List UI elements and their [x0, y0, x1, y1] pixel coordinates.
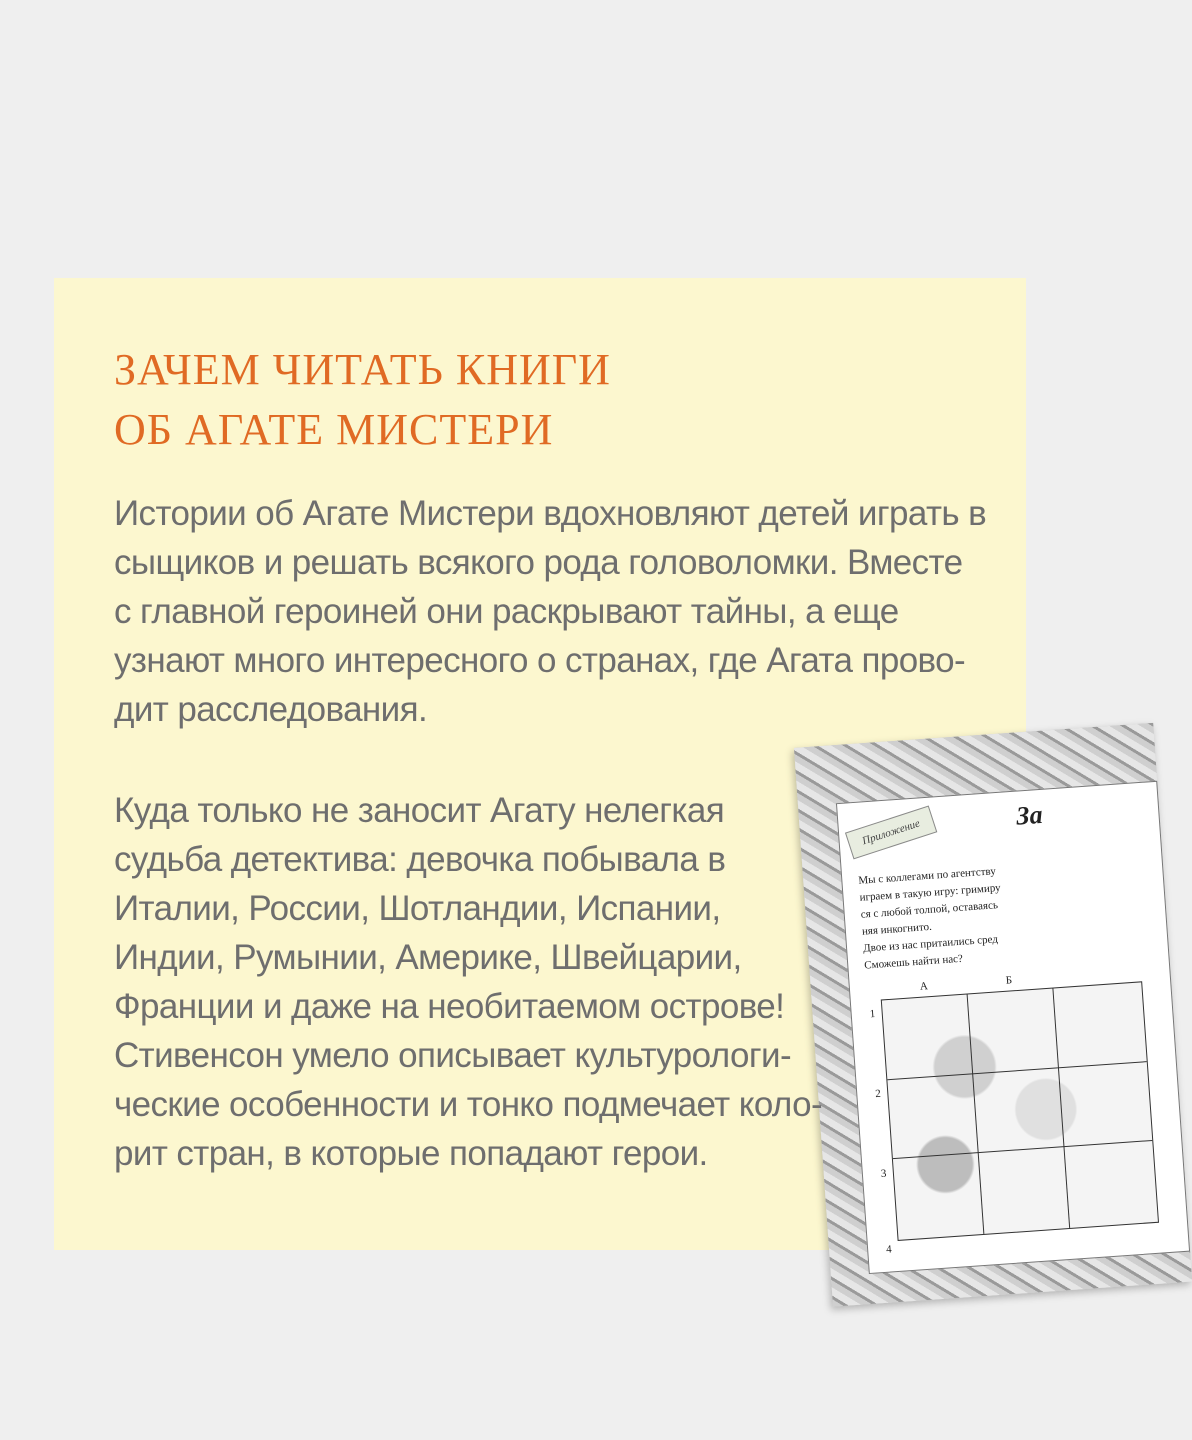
grid-row-label: 4 — [885, 1243, 893, 1256]
book-text-line: Сможешь найти нас? — [863, 952, 964, 972]
paragraph-line: судьба детектива: девочка побывала в — [114, 840, 726, 879]
paragraph-line: ческие особенности и тонко подмечает коло- — [114, 1085, 823, 1124]
paragraph-line: Индии, Румынии, Америке, Швейцарии, — [114, 938, 742, 977]
book-text-line: Мы с коллегами по агентству — [858, 865, 997, 887]
paragraph-line: дит расследования. — [114, 690, 428, 729]
grid-row-label: 1 — [869, 1007, 876, 1021]
paragraph-line: узнают много интересного о странах, где Агата прово- — [114, 641, 966, 680]
book-text-line: няя инкогнито. — [861, 920, 933, 938]
paragraph-countries — [114, 786, 822, 1178]
paragraph-line: с главной героиней они раскрывают тайны, а еще — [114, 592, 899, 631]
paragraph-line: Куда только не заносит Агату нелегкая — [114, 791, 725, 830]
grid-row-label: 3 — [880, 1167, 887, 1180]
paragraph-line: Франции и даже на необитаемом острове! — [114, 987, 785, 1026]
book-text-line: Двое из нас притаились сред — [862, 933, 999, 955]
paragraph-line: Стивенсон умело описывает культурологи- — [114, 1036, 791, 1075]
title-line: ЗАЧЕМ ЧИТАТЬ КНИГИ — [114, 345, 611, 394]
book-text-line: ся с любой толпой, оставаясь — [860, 899, 999, 921]
grid-column-label: А — [919, 980, 929, 993]
paragraph-intro — [114, 489, 986, 734]
paragraph-line: Истории об Агате Мистери вдохновляют детей играть в — [114, 494, 987, 533]
paragraph-line: рит стран, в которые попадают герои. — [114, 1134, 708, 1173]
paragraph-line: сыщиков и решать всякого рода головоломки. Вместе — [114, 543, 963, 582]
page-title — [114, 340, 611, 460]
grid-column-label: Б — [1005, 974, 1013, 987]
grid-row-label: 2 — [874, 1087, 882, 1101]
book-ribbon: Приложение — [845, 806, 937, 860]
text-layer — [54, 278, 1026, 1250]
book-text-line: играем в такую игру: гримиру — [859, 881, 1002, 904]
book-heading: За — [1015, 799, 1044, 831]
title-line: ОБ АГАТЕ МИСТЕРИ — [114, 405, 554, 454]
info-card — [54, 278, 1044, 1256]
paragraph-line: Италии, России, Шотландии, Испании, — [114, 889, 721, 928]
